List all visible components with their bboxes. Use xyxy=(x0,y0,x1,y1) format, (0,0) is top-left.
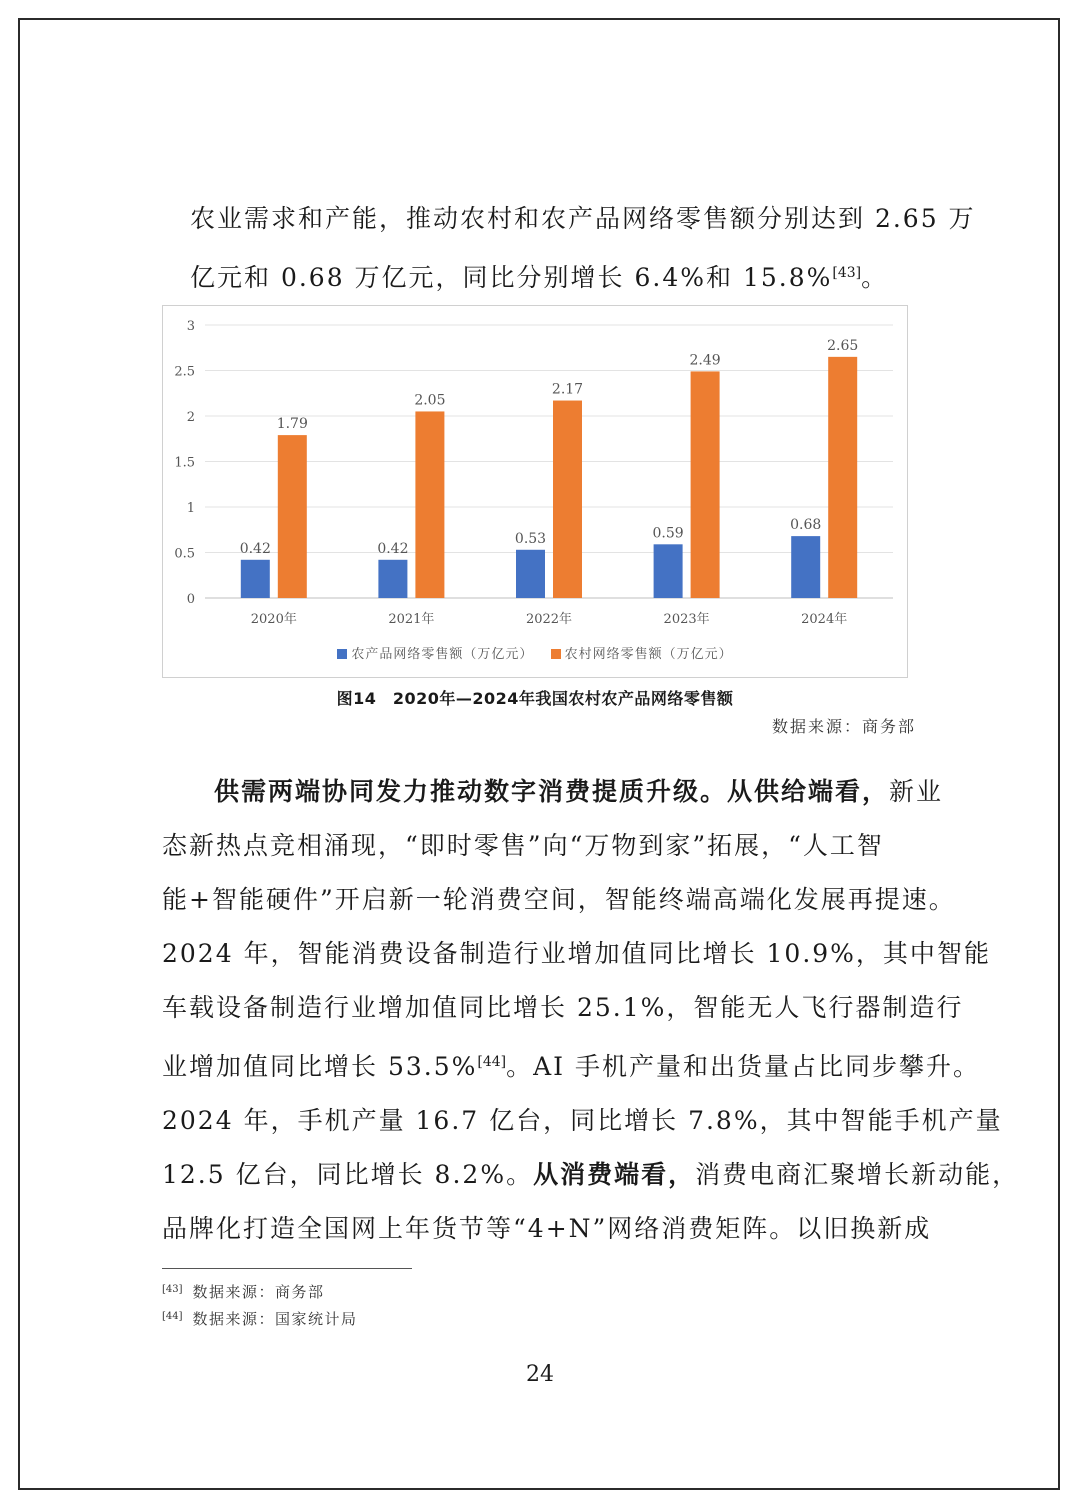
body-line-5: 车载设备制造行业增加值同比增长 25.1%，智能无人飞行器制造行 xyxy=(162,993,964,1022)
footnote-43-text: 数据来源：商务部 xyxy=(192,1283,325,1301)
intro-line-2-end: 。 xyxy=(861,263,889,292)
consumer-side-heading: 从消费端看， xyxy=(533,1160,696,1189)
bar-agri-products xyxy=(791,536,820,598)
data-label: 0.59 xyxy=(652,525,684,542)
footnote-44-marker: [44] xyxy=(162,1311,183,1322)
x-tick-label: 2020年 xyxy=(250,612,297,627)
body-line-1-rest: 新业 xyxy=(889,777,944,806)
legend-item-agri-products xyxy=(337,643,533,662)
footnote-ref-43[interactable]: [43] xyxy=(832,265,862,281)
x-tick-label: 2021年 xyxy=(388,612,435,627)
chart-legend xyxy=(163,643,907,662)
legend-label-rural: 农村网络零售额（万亿元） xyxy=(564,647,733,662)
legend-swatch-blue xyxy=(337,649,347,659)
data-label: 2.17 xyxy=(551,381,584,398)
intro-paragraph xyxy=(190,192,976,305)
footnote-44-text: 数据来源：国家统计局 xyxy=(192,1310,358,1328)
footnote-43-marker: [43] xyxy=(162,1284,183,1295)
bar-agri-products xyxy=(654,544,683,598)
bar-rural xyxy=(691,371,720,598)
lead-heading: 供需两端协同发力推动数字消费提质升级。从供给端看， xyxy=(214,777,890,806)
body-line-6-a: 业增加值同比增长 53.5% xyxy=(162,1052,478,1081)
body-paragraph xyxy=(162,765,1020,1256)
bar-chart xyxy=(162,305,908,678)
legend-label-agri-products: 农产品网络零售额（万亿元） xyxy=(351,647,534,662)
body-line-8 xyxy=(162,1148,1020,1202)
footnote-divider xyxy=(162,1268,412,1269)
legend-item-rural xyxy=(551,643,733,662)
body-line-9: 品牌化打造全国网上年货节等“4+N”网络消费矩阵。以旧换新成 xyxy=(162,1214,932,1243)
data-label: 2.49 xyxy=(689,352,721,369)
y-tick-label: 2 xyxy=(186,410,195,425)
data-label: 0.42 xyxy=(377,540,409,557)
bar-agri-products xyxy=(241,560,270,598)
body-line-1 xyxy=(162,765,944,819)
bar-rural xyxy=(553,401,582,598)
bar-rural xyxy=(828,357,857,598)
data-label: 0.68 xyxy=(790,517,822,534)
figure-source: 数据来源：商务部 xyxy=(771,717,916,736)
data-label: 2.65 xyxy=(827,337,859,354)
body-line-6-b: 。AI 手机产量和出货量占比同步攀升。 xyxy=(506,1052,981,1081)
bar-agri-products xyxy=(378,560,407,598)
bar-rural xyxy=(278,435,307,598)
footnote-44 xyxy=(162,1308,358,1329)
x-tick-label: 2023年 xyxy=(663,612,710,627)
data-label: 1.79 xyxy=(276,416,308,433)
footnote-43 xyxy=(162,1281,325,1302)
x-tick-label: 2022年 xyxy=(525,612,573,627)
y-tick-label: 1 xyxy=(186,501,195,516)
y-tick-label: 1.5 xyxy=(174,455,195,471)
y-tick-label: 0 xyxy=(186,592,195,607)
intro-line-1: 农业需求和产能，推动农村和农产品网络零售额分别达到 2.65 万 xyxy=(190,204,976,233)
y-tick-label: 2.5 xyxy=(174,364,195,380)
body-line-4: 2024 年，智能消费设备制造行业增加值同比增长 10.9%，其中智能 xyxy=(162,939,991,968)
chart-canvas xyxy=(163,306,909,679)
body-line-7: 2024 年，手机产量 16.7 亿台，同比增长 7.8%，其中智能手机产量 xyxy=(162,1106,1003,1135)
bar-rural xyxy=(415,411,444,598)
intro-line-2 xyxy=(190,246,916,305)
y-tick-label: 0.5 xyxy=(174,546,195,562)
page-number: 24 xyxy=(526,1362,554,1387)
data-label: 2.05 xyxy=(414,392,446,409)
body-line-8-a: 12.5 亿台，同比增长 8.2%。 xyxy=(162,1160,534,1189)
x-tick-label: 2024年 xyxy=(801,612,848,627)
legend-swatch-orange xyxy=(551,649,561,659)
y-tick-label: 3 xyxy=(186,319,195,334)
data-label: 0.42 xyxy=(239,540,271,557)
bar-agri-products xyxy=(516,550,545,598)
body-line-3: 能+智能硬件”开启新一轮消费空间，智能终端高端化发展再提速。 xyxy=(162,885,956,914)
body-line-2: 态新热点竞相涌现，“即时零售”向“万物到家”拓展，“人工智 xyxy=(162,831,884,860)
body-line-8-b: 消费电商汇聚增长新动能， xyxy=(695,1160,1020,1189)
data-label: 0.53 xyxy=(514,530,547,547)
intro-line-2-text: 亿元和 0.68 万亿元，同比分别增长 6.4%和 15.8% xyxy=(190,263,833,292)
figure-caption: 图14 2020年—2024年我国农村农产品网络零售额 xyxy=(336,689,734,708)
body-line-6 xyxy=(162,1035,981,1094)
footnote-ref-44[interactable]: [44] xyxy=(477,1054,507,1070)
